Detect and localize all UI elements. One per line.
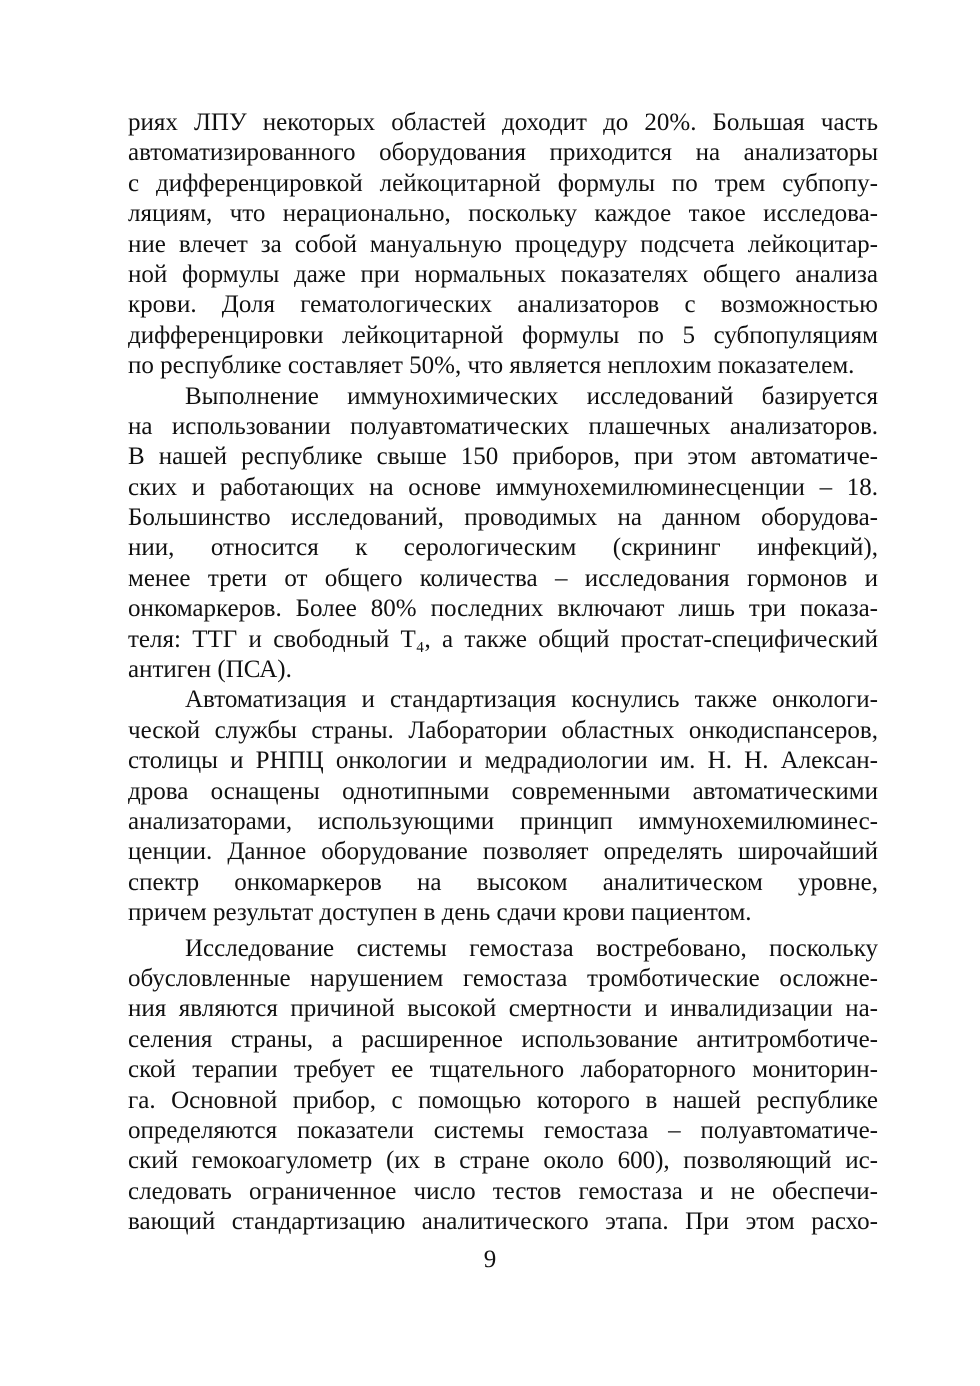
text-line: дрова оснащены однотипными современными автоматическими	[128, 777, 878, 805]
text-line: онкомаркеров. Более 80% последних включают лишь три показа-	[128, 595, 878, 623]
paragraph-2	[128, 382, 878, 686]
text-line: с дифференцировкой лейкоцитарной формулы по трем субпопу-	[128, 169, 878, 197]
text-line: га. Основной прибор, с помощью которого в нашей республике	[128, 1086, 878, 1114]
text-line: ния являются причиной высокой смертности и инвалидизации на-	[128, 995, 878, 1023]
text-line: менее трети от общего количества – исследования гормонов и	[128, 564, 878, 592]
body-text	[128, 108, 878, 1237]
text-line: Большинство исследований, проводимых на данном оборудова-	[128, 504, 878, 532]
text-line: вающий стандартизацию аналитического этапа. При этом расхо-	[128, 1208, 878, 1236]
text-line: ской терапии требует ее тщательного лабораторного мониторин-	[128, 1056, 878, 1084]
paragraph-3	[128, 685, 878, 928]
text-line: В нашей республике свыше 150 приборов, при этом автоматиче-	[128, 443, 878, 471]
paragraph-1	[128, 108, 878, 382]
paragraph-4	[128, 934, 878, 1238]
text-line: ляциям, что нерационально, поскольку каждое такое исследова-	[128, 200, 878, 228]
page-number: 9	[483, 1246, 497, 1273]
text-line: спектр онкомаркеров на высоком аналитическом уровне,	[128, 868, 878, 896]
text-line: ческой службы страны. Лаборатории областных онкодиспансеров,	[128, 716, 878, 744]
text-line: анализаторами, использующими принцип иммунохемилюминес-	[128, 807, 878, 835]
text-line: ной формулы даже при нормальных показателях общего анализа	[128, 260, 878, 288]
text-line: нии, относится к серологическим (скрининг инфекций),	[128, 534, 878, 562]
text-line: дифференцировки лейкоцитарной формулы по 5 субпопуляциям	[128, 321, 878, 349]
text-line: ских и работающих на основе иммунохемилюминесценции – 18.	[128, 473, 878, 501]
text-line: антиген (ПСА).	[128, 656, 292, 684]
text-line: Исследование системы гемостаза востребовано, поскольку	[185, 934, 878, 962]
text-line: следовать ограниченное число тестов гемостаза и не обеспечи-	[128, 1177, 878, 1205]
text-line: автоматизированного оборудования приходится на анализаторы	[128, 139, 878, 167]
text-line: Автоматизация и стандартизация коснулись также онкологи-	[185, 686, 878, 714]
text-line: ние влечет за собой мануальную процедуру подсчета лейкоцитар-	[128, 230, 878, 258]
text-line: ценции. Данное оборудование позволяет определять широчайший	[128, 838, 878, 866]
text-line: определяются показатели системы гемостаза – полуавтоматиче-	[128, 1116, 878, 1144]
text-line: обусловленные нарушением гемостаза тромботические осложне-	[128, 964, 878, 992]
text-line: ский гемокоагулометр (их в стране около 600), позволяющий ис-	[128, 1147, 878, 1175]
text-line: причем результат доступен в день сдачи крови пациентом.	[128, 899, 752, 927]
text-line: селения страны, а расширенное использование антитромботиче-	[128, 1025, 878, 1053]
text-line: по республике составляет 50%, что является неплохим показателем.	[128, 352, 855, 380]
text-line: риях ЛПУ некоторых областей доходит до 20%. Большая часть	[128, 109, 878, 136]
text-line: теля: ТТГ и свободный Т₄, а также общий простат-специфический	[128, 625, 878, 653]
text-line: на использовании полуавтоматических плашечных анализаторов.	[128, 412, 878, 440]
text-line: крови. Доля гематологических анализаторов с возможностью	[128, 291, 878, 319]
text-line: столицы и РНПЦ онкологии и медрадиологии им. Н. Н. Алексан-	[128, 747, 878, 775]
text-line: Выполнение иммунохимических исследований базируется	[185, 382, 878, 410]
